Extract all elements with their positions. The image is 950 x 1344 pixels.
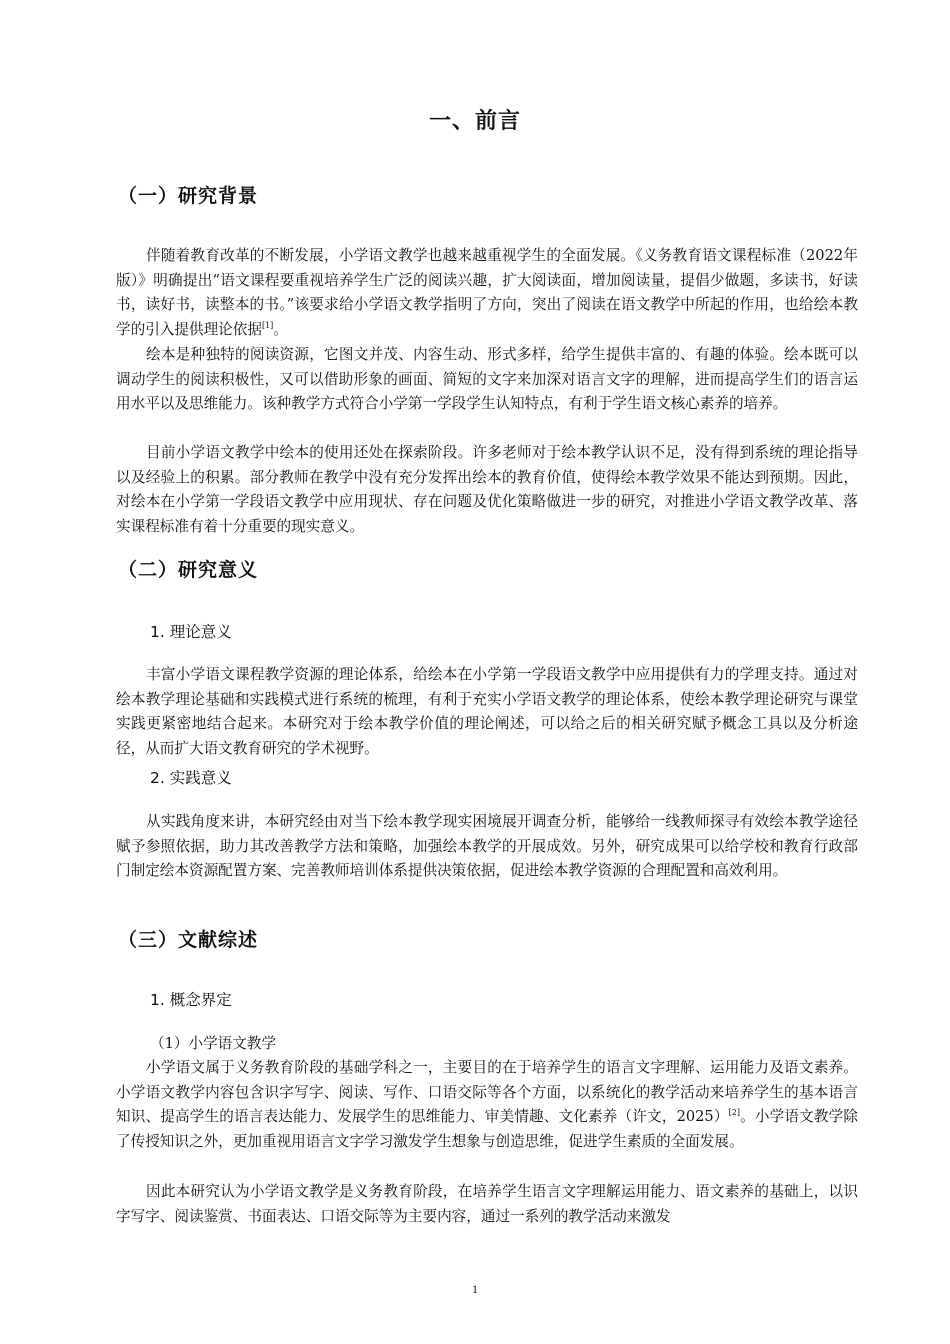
section-title-review: （三）文献综述: [118, 929, 259, 951]
paragraph-background-2: 绘本是种独特的阅读资源，它图文并茂、内容生动、形式多样，给学生提供丰富的、有趣的体验。绘本既可以调动学生的阅读积极性，又可以借助形象的画面、简短的文字来加深对语言文字的理解，进而提高学生们的语言运用水平以及思维能力。该种教学方式符合小学第一学段学生认知特点，有利于学生语文核心素养的培养。: [116, 346, 858, 413]
subsection-title-practice: 2. 实践意义: [150, 769, 232, 787]
chapter-heading: 一、前言: [428, 109, 521, 134]
paragraph-theory: 丰富小学语文课程教学资源的理论体系，给绘本在小学第一学段语文教学中应用提供有力的学理支持。通过对绘本教学理论基础和实践模式进行系统的梳理，有利于充实小学语文教学的理论体系，使绘本教学理论研究与课堂实践更紧密地结合起来。本研究对于绘本教学价值的理论阐述，可以给之后的相关研究赋予概念工具以及分析途径，从而扩大语文教育研究的学术视野。: [116, 666, 858, 757]
paragraph-review-1: 小学语文属于义务教育阶段的基础学科之一，主要目的在于培养学生的语言文字理解、运用能力及语文素养。小学语文教学内容包含识字写字、阅读、写作、口语交际等各个方面，以系统化的教学活动来培养学生的基本语言知识、提高学生的语言表达能力、发展学生的思维能力、审美情趣、文化素养（许文，2025）[2]。小学语文教学除了传授知识之外，更加重视用语言文字学习激发学生想象与创造思维，促进学生素质的全面发展。: [116, 1059, 858, 1150]
section-title-background: （一）研究背景: [118, 185, 259, 207]
citation-ref: [1]: [261, 320, 274, 330]
paragraph-background-1: 伴随着教育改革的不断发展，小学语文教学也越来越重视学生的全面发展。《义务教育语文课程标准（2022年版）》明确提出“语文课程要重视培养学生广泛的阅读兴趣，扩大阅读面，增加阅读量，提倡少做题，多读书，好读书，读好书，读整本的书。”该要求给小学语文教学指明了方向，突出了阅读在语文教学中所起的作用，也给绘本教学的引入提供理论依据[1]。: [116, 247, 858, 338]
sub-item-title: （1）小学语文教学: [150, 1035, 277, 1052]
section-title-significance: （二）研究意义: [118, 559, 259, 581]
paragraph-background-3: 目前小学语文教学中绘本的使用还处在探索阶段。许多老师对于绘本教学认识不足，没有得到系统的理论指导以及经验上的积累。部分教师在教学中没有充分发挥出绘本的教育价值，使得绘本教学效果不能达到预期。因此，对绘本在小学第一学段语文教学中应用现状、存在问题及优化策略做进一步的研究，对推进小学语文教学改革、落实课程标准有着十分重要的现实意义。: [116, 444, 858, 535]
paragraph-review-2: 因此本研究认为小学语文教学是义务教育阶段，在培养学生语言文字理解运用能力、语文素养的基础上，以识字写字、阅读鉴赏、书面表达、口语交际等为主要内容，通过一系列的教学活动来激发: [116, 1183, 858, 1225]
citation-ref: [2]: [728, 1108, 740, 1118]
page-number: 1: [472, 1282, 478, 1296]
subsection-title-concept: 1. 概念界定: [150, 991, 232, 1009]
paragraph-practice: 从实践角度来讲，本研究经由对当下绘本教学现实困境展开调查分析，能够给一线教师探寻有效绘本教学途径赋予参照依据，助力其改善教学方法和策略，加强绘本教学的开展成效。另外，研究成果可以给学校和教育行政部门制定绘本资源配置方案、完善教师培训体系提供决策依据，促进绘本教学资源的合理配置和高效利用。: [116, 813, 858, 880]
subsection-title-theory: 1. 理论意义: [150, 623, 232, 641]
